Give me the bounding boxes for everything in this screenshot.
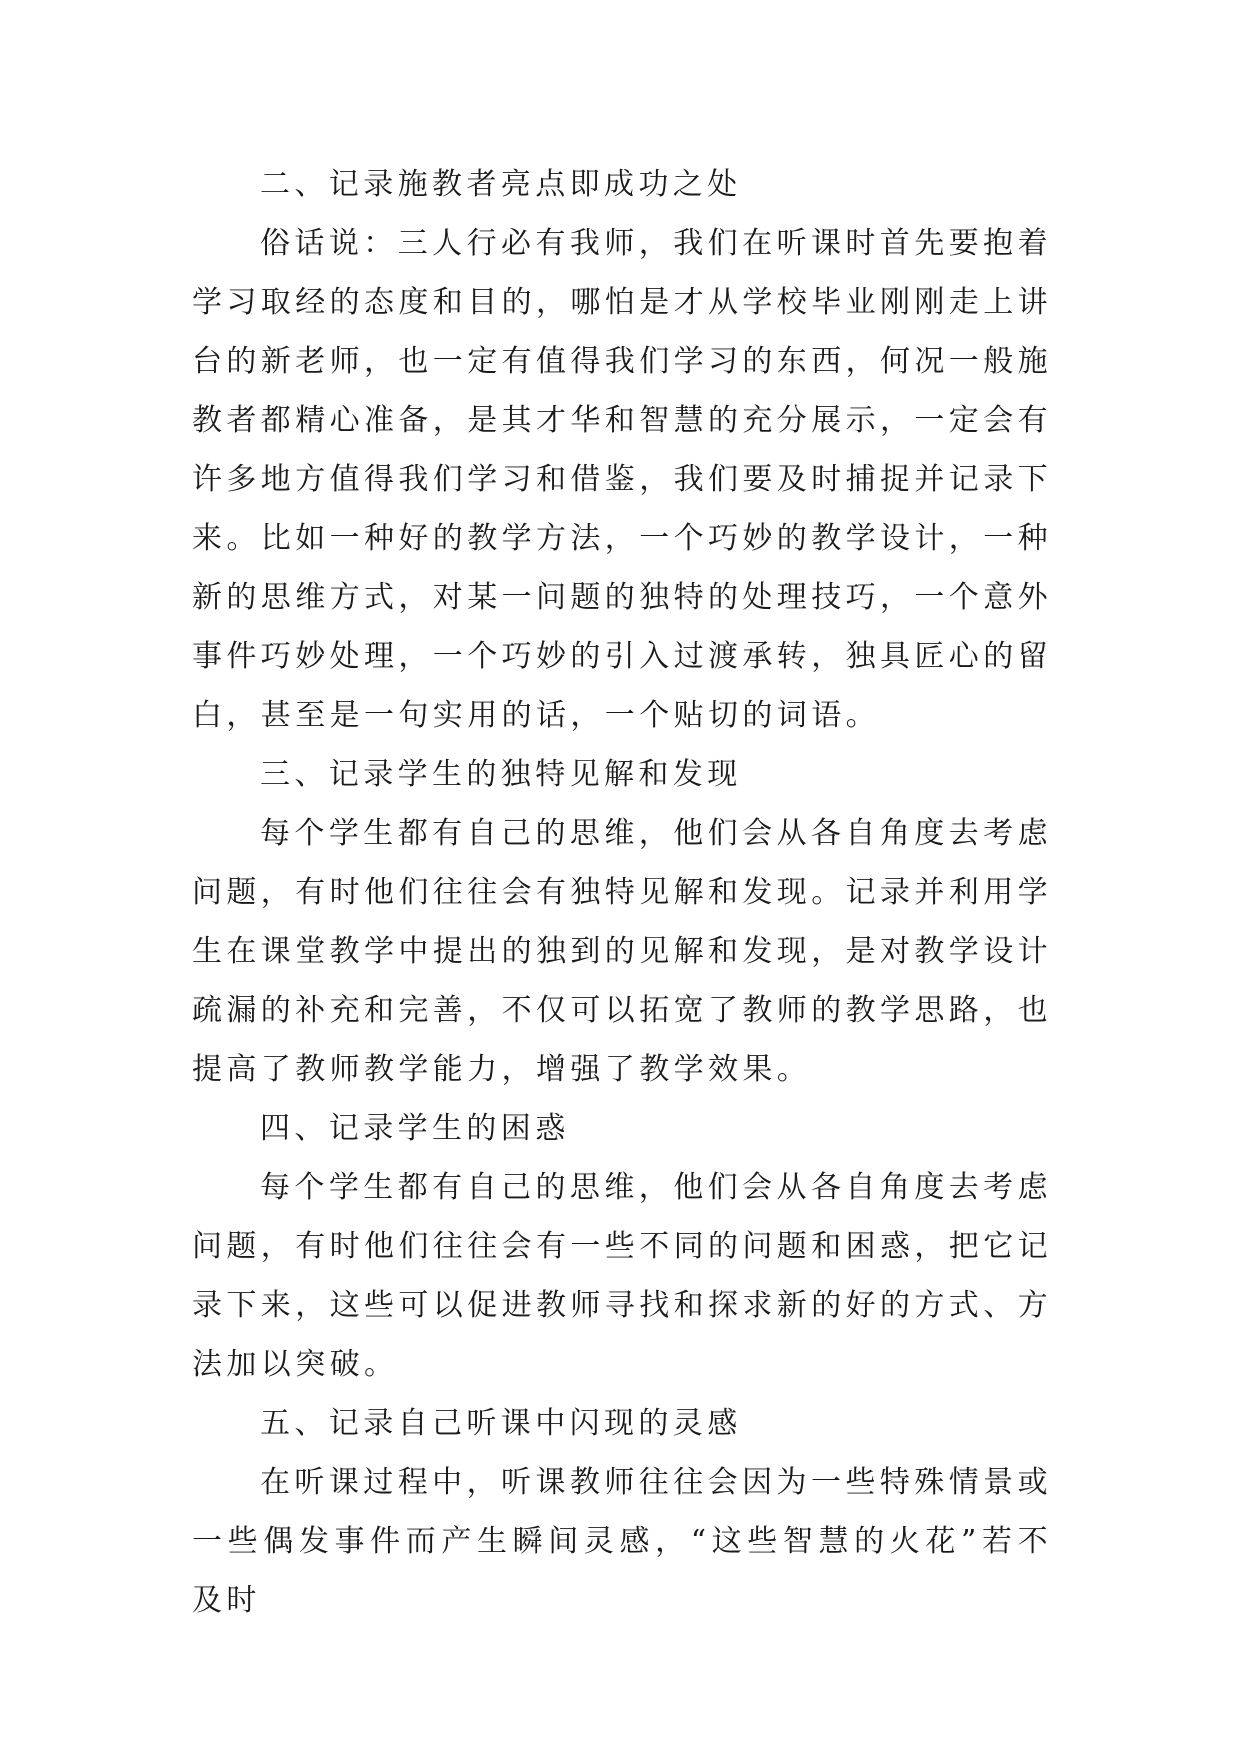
document-body — [192, 155, 1052, 1630]
section-heading-5: 五、记录自己听课中闪现的灵感 — [260, 1406, 742, 1441]
section-heading-2: 二、记录施教者亮点即成功之处 — [260, 167, 742, 202]
section-heading-3: 三、记录学生的独特见解和发现 — [260, 757, 742, 792]
section-heading-4: 四、记录学生的困惑 — [260, 1111, 570, 1146]
section-paragraph-3: 每个学生都有自己的思维，他们会从各自角度去考虑问题，有时他们往往会有独特见解和发现。记录并利用学生在课堂教学中提出的独到的见解和发现，是对教学设计疏漏的补充和完善，不仅可以拓宽了教师的教学思路，也提高了教师教学能力，增强了教学效果。 — [192, 816, 1052, 1087]
section-paragraph-2: 俗话说：三人行必有我师，我们在听课时首先要抱着学习取经的态度和目的，哪怕是才从学校毕业刚刚走上讲台的新老师，也一定有值得我们学习的东西，何况一般施教者都精心准备，是其才华和智慧的充分展示，一定会有许多地方值得我们学习和借鉴，我们要及时捕捉并记录下来。比如一种好的教学方法，一个巧妙的教学设计，一种新的思维方式，对某一问题的独特的处理技巧，一个意外事件巧妙处理，一个巧妙的引入过渡承转，独具匠心的留白，甚至是一句实用的话，一个贴切的词语。 — [192, 226, 1052, 733]
section-paragraph-4: 每个学生都有自己的思维，他们会从各自角度去考虑问题，有时他们往往会有一些不同的问题和困惑，把它记录下来，这些可以促进教师寻找和探求新的好的方式、方法加以突破。 — [192, 1170, 1052, 1382]
section-paragraph-5: 在听课过程中，听课教师往往会因为一些特殊情景或一些偶发事件而产生瞬间灵感，“这些智慧的火花”若不及时 — [192, 1465, 1052, 1618]
